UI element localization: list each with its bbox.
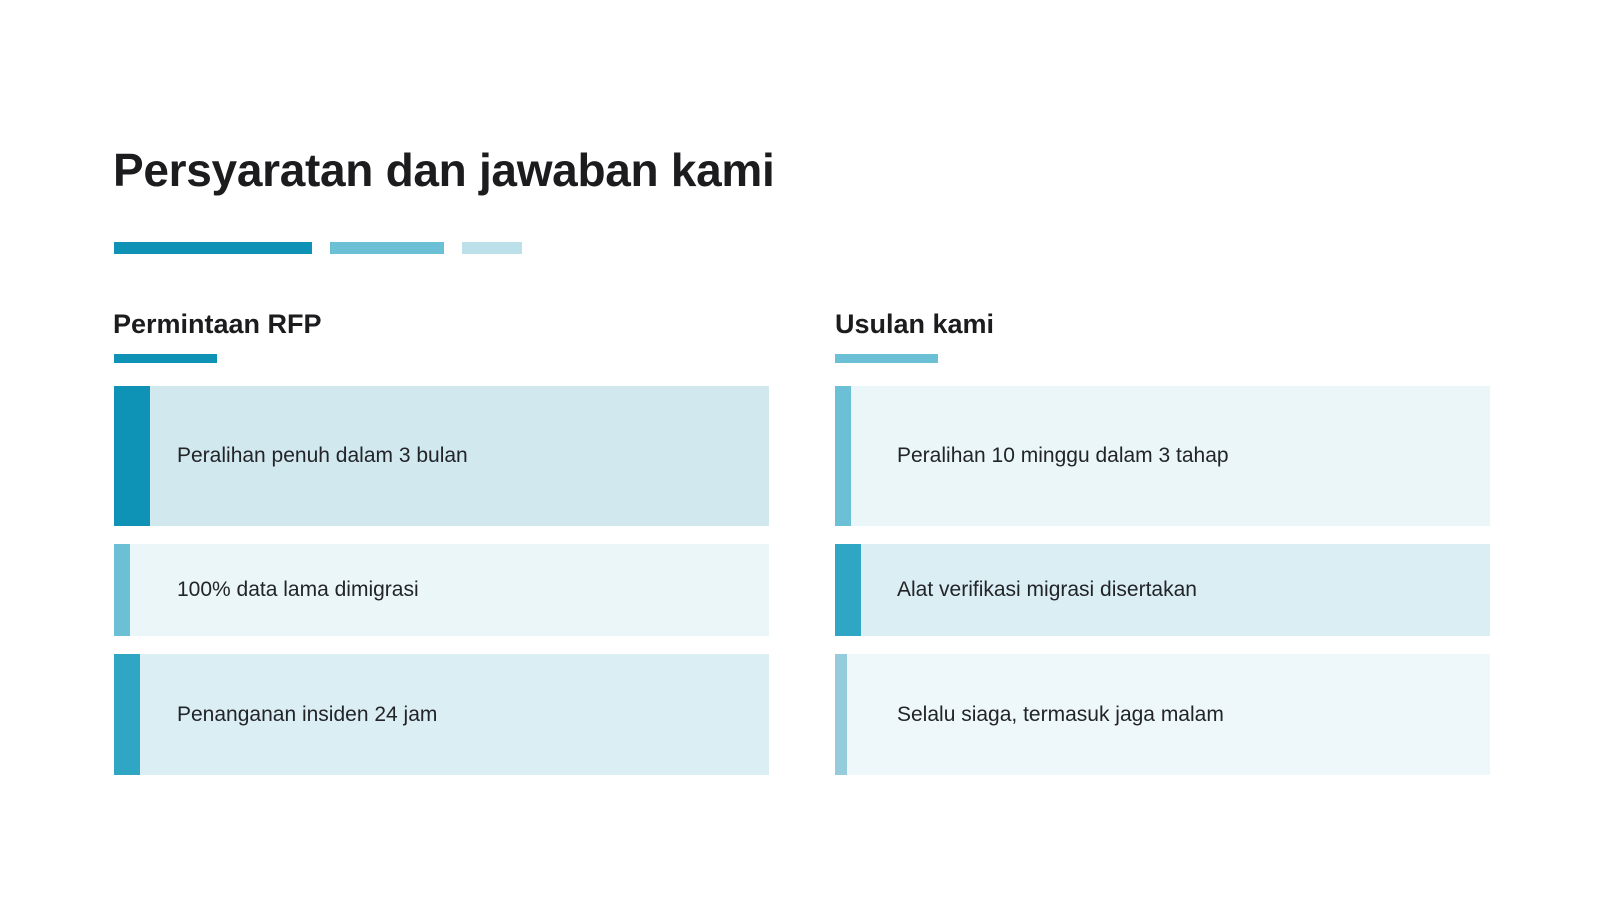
right-item-3-text: Selalu siaga, termasuk jaga malam [897,702,1224,726]
left-item-3-text: Penanganan insiden 24 jam [177,702,438,726]
title-accent-bar-mid [330,242,444,254]
right-item-3-accent [835,654,847,775]
right-item-3 [835,654,1490,775]
left-item-3 [114,654,769,775]
right-item-1-text: Peralihan 10 minggu dalam 3 tahap [897,444,1229,467]
right-item-2-text: Alat verifikasi migrasi disertakan [897,578,1197,601]
right-column-heading: Usulan kami [835,309,995,339]
title-accent-bar-dark [114,242,312,254]
right-column-underline [835,354,938,363]
left-item-1-accent [114,386,150,526]
right-item-2 [835,544,1490,636]
right-item-1-accent [835,386,851,526]
left-column-underline [114,354,217,363]
slide-title: Persyaratan dan jawaban kami [113,144,775,196]
left-item-3-accent [114,654,140,775]
left-item-1-text: Peralihan penuh dalam 3 bulan [177,444,468,467]
right-item-2-accent [835,544,861,636]
left-column-heading: Permintaan RFP [113,309,322,339]
left-item-2 [114,544,769,636]
left-item-1 [114,386,769,526]
left-item-2-accent [114,544,130,636]
left-item-2-text: 100% data lama dimigrasi [177,578,419,601]
right-item-1 [835,386,1490,526]
title-accent-bar-light [462,242,522,254]
